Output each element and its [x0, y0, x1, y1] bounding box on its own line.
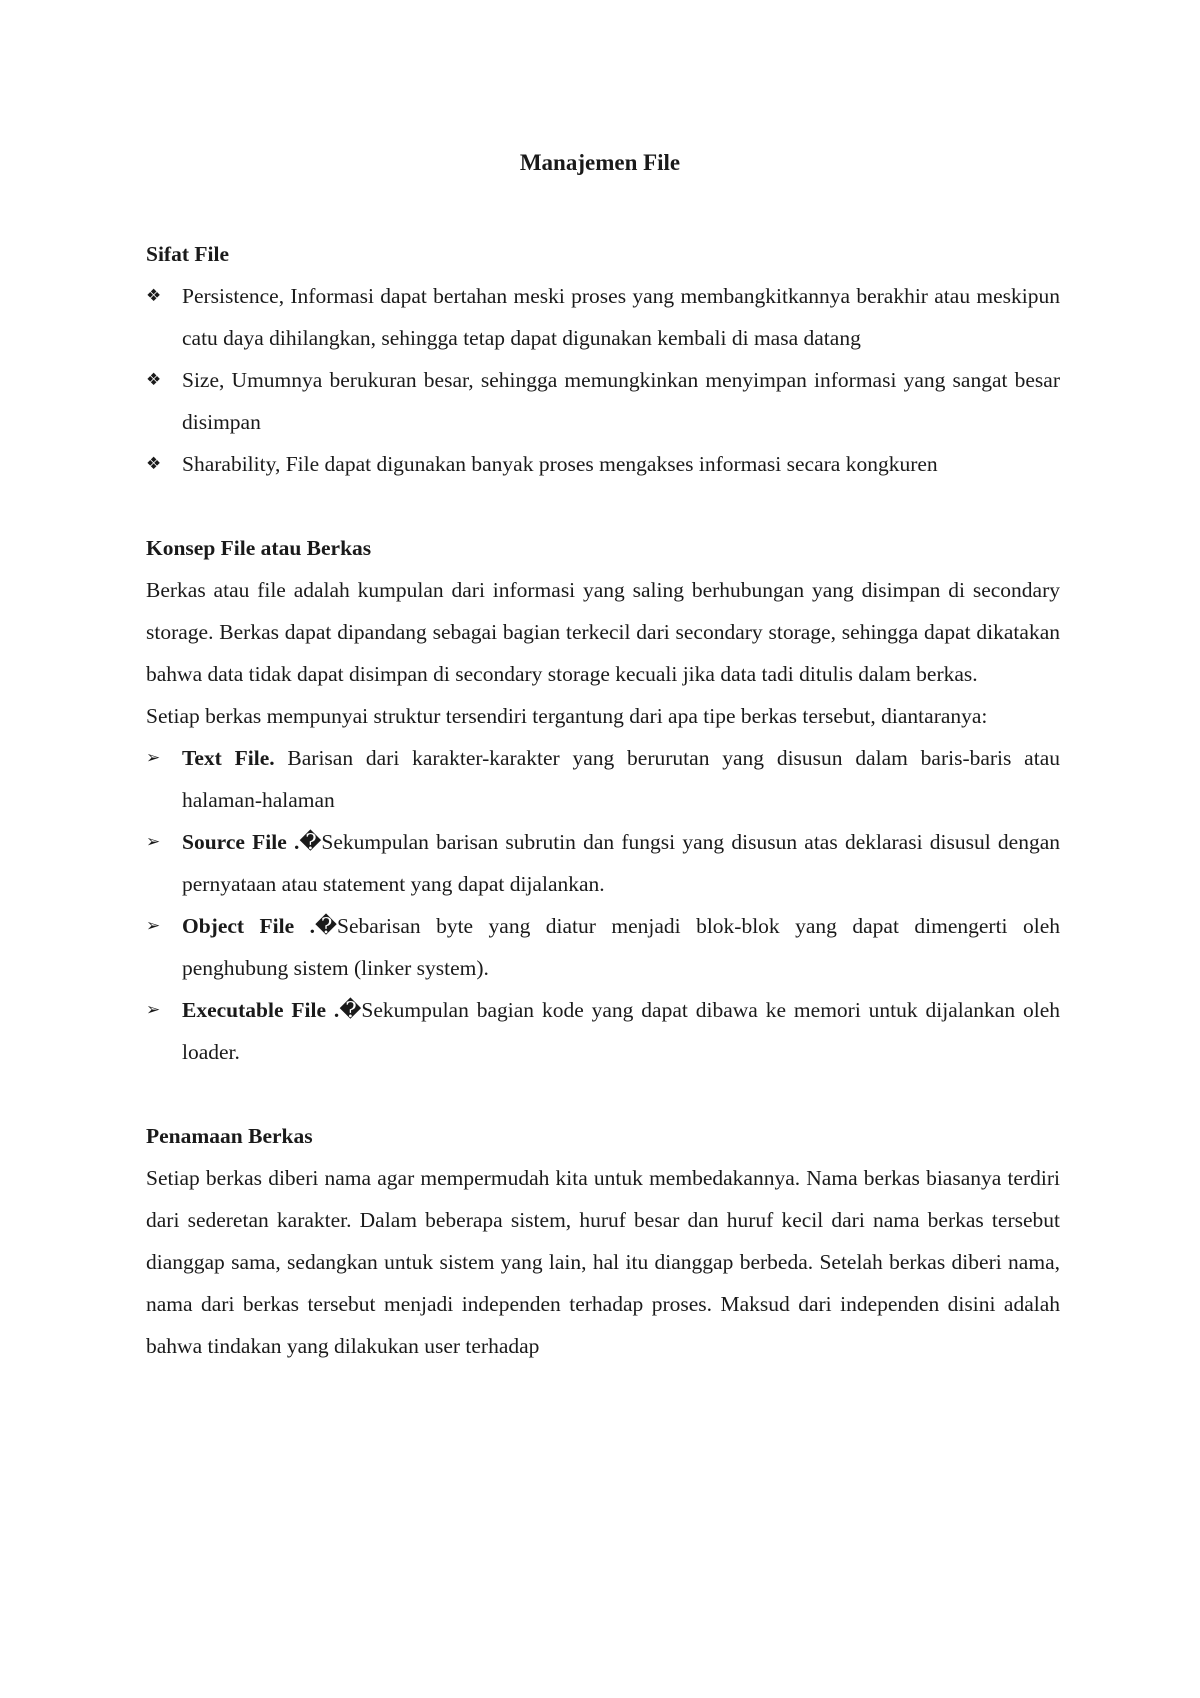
- arrow-bullet-icon: ➢: [146, 748, 161, 768]
- file-type-desc: �Sebarisan byte yang diatur menjadi blok-blok yang dapat dimengerti oleh penghubung sistem (linker system).: [182, 914, 1060, 980]
- list-item: ❖ Persistence, Informasi dapat bertahan meski proses yang membangkitkannya berakhir atau meskipun catu daya dihilangkan, sehingga tetap dapat digunakan kembali di masa datang: [146, 275, 1060, 359]
- diamond-bullet-icon: ❖: [146, 370, 162, 390]
- file-type-term: Executable File .: [182, 998, 340, 1022]
- section-heading-sifat-file: Sifat File: [146, 242, 229, 266]
- file-type-desc: �Sekumpulan bagian kode yang dapat dibawa ke memori untuk dijalankan oleh loader.: [182, 998, 1061, 1064]
- list-item: [146, 737, 1060, 821]
- file-type-term: Source File .: [182, 830, 300, 854]
- list-item: ❖ Size, Umumnya berukuran besar, sehingga memungkinkan menyimpan informasi yang sangat besar disimpan: [146, 359, 1060, 443]
- section-heading-konsep-file: Konsep File atau Berkas: [146, 536, 372, 560]
- list-item: [146, 905, 1060, 989]
- diamond-bullet-icon: ❖: [146, 286, 162, 306]
- diamond-bullet-icon: ❖: [146, 454, 162, 474]
- list-item: [146, 821, 1060, 905]
- arrow-bullet-icon: ➢: [146, 916, 161, 936]
- paragraph: Setiap berkas mempunyai struktur tersendiri tergantung dari apa tipe berkas tersebut, diantaranya:: [146, 704, 988, 728]
- file-type-term: Text File.: [182, 746, 275, 770]
- paragraph: Setiap berkas diberi nama agar mempermudah kita untuk membedakannya. Nama berkas biasanya terdiri dari sederetan karakter. Dalam beberapa sistem, huruf besar dan huruf kecil dari nama berkas tersebut dianggap sama, sedangkan untuk sistem yang lain, hal itu dianggap berbeda. Setelah berkas diberi nama, nama dari berkas tersebut menjadi independen terhadap proses. Maksud dari independen disini adalah bahwa tindakan yang dilakukan user terhadap: [146, 1166, 1060, 1358]
- list-item: ❖ Sharability, File dapat digunakan banyak proses mengakses informasi secara kongkuren: [146, 443, 1060, 485]
- paragraph: Berkas atau file adalah kumpulan dari informasi yang saling berhubungan yang disimpan di secondary storage. Berkas dapat dipandang sebagai bagian terkecil dari secondary storage, sehingga dapat dikatakan bahwa data tidak dapat disimpan di secondary storage kecuali jika data tadi ditulis dalam berkas.: [146, 578, 1060, 686]
- file-type-term: Object File .: [182, 914, 315, 938]
- section-heading-penamaan-berkas: Penamaan Berkas: [146, 1124, 313, 1148]
- file-type-desc: Barisan dari karakter-karakter yang berurutan yang disusun dalam baris-baris atau halaman-halaman: [182, 746, 1060, 812]
- arrow-bullet-icon: ➢: [146, 832, 161, 852]
- file-type-list: [146, 737, 1060, 1073]
- list-item: [146, 989, 1060, 1073]
- arrow-bullet-icon: ➢: [146, 1000, 161, 1020]
- document-body: [146, 233, 1060, 1367]
- document-title: Manajemen File: [519, 150, 681, 175]
- file-type-desc: �Sekumpulan barisan subrutin dan fungsi yang disusun atas deklarasi disusul dengan pernyataan atau statement yang dapat dijalankan.: [182, 830, 1061, 896]
- sifat-file-list: [146, 275, 1060, 485]
